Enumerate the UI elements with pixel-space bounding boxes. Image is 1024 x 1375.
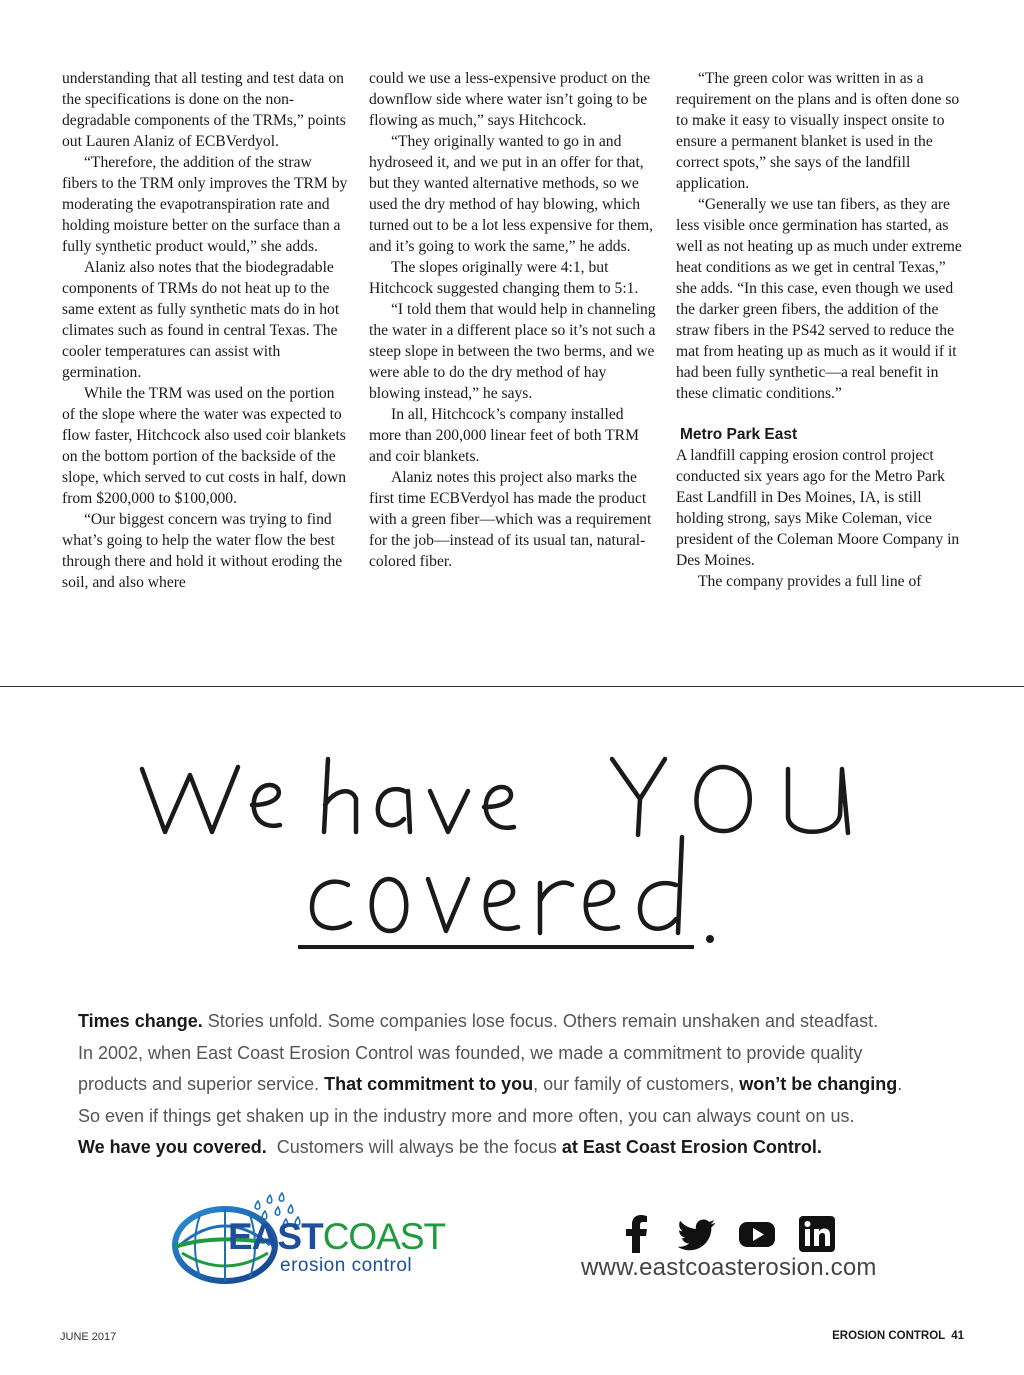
copy-text: Customers will always be the focus (266, 1137, 562, 1157)
ad-copy-line: In 2002, when East Coast Erosion Control was founded, we made a commitment to provide quality (78, 1042, 863, 1063)
paragraph: The slopes originally were 4:1, but Hitchcock suggested changing them to 5:1. (369, 259, 639, 297)
page-number: 41 (951, 1330, 964, 1342)
social-links (618, 1215, 836, 1253)
ad-copy-line (78, 1006, 978, 1038)
magazine-name: EROSION CONTROL (832, 1330, 946, 1342)
ad-body-copy (78, 1006, 978, 1164)
youtube-icon[interactable] (738, 1215, 776, 1253)
copy-text: . (897, 1074, 903, 1094)
bold-phrase: Times change. (78, 1011, 203, 1031)
paragraph: “Our biggest concern was trying to find what’s going to help the water flow the best through there and hold it without eroding the soil, and also where (62, 511, 343, 591)
paragraph: The company provides a full line of (698, 573, 922, 590)
website-link[interactable]: www.eastcoasterosion.com (581, 1254, 877, 1281)
bold-phrase: We have you covered. (78, 1137, 267, 1157)
paragraph: Alaniz also notes that the biodegradable components of TRMs do not heat up to the same extent as fully synthetic mats do in hot climates such as found in central Texas. The cooler temperatures can assist with germination. (62, 259, 340, 381)
article-column-3 (676, 68, 964, 592)
twitter-icon[interactable] (678, 1215, 716, 1253)
logo-word-east: EAST (228, 1216, 323, 1257)
article-body (0, 0, 1024, 686)
paragraph: A landfill capping erosion control project conducted six years ago for the Metro Park East Landfill in Des Moines, IA, is still holding strong, says Mike Coleman, vice president of the Coleman Moore Company in Des Moines. (676, 447, 960, 569)
paragraph: “I told them that would help in channeling the water in a different place so it’s not such a steep slope in between the two berms, and we were able to do the dry method of hay blowing instead,” he says. (369, 301, 656, 402)
article-column-1 (62, 68, 350, 593)
copy-text: products and superior service. (78, 1074, 325, 1094)
article-column-2 (369, 68, 657, 572)
copy-text: , our family of customers, (533, 1074, 740, 1094)
paragraph: understanding that all testing and test data on the specifications is done on the non-degradable components of the TRMs,” points out Lauren Alaniz of ECBVerdyol. (62, 70, 346, 150)
logo-tagline: erosion control (280, 1255, 413, 1276)
east-coast-logo[interactable] (170, 1187, 500, 1287)
paragraph: “Therefore, the addition of the straw fibers to the TRM only improves the TRM by moderating the evapotranspiration rate and holding moisture better on the surface than a fully synthetic product would,” she adds. (62, 154, 348, 255)
logo-word-coast: COAST (322, 1216, 446, 1257)
advertisement (0, 687, 1024, 1375)
paragraph: In all, Hitchcock’s company installed more than 200,000 linear feet of both TRM and coir blankets. (369, 406, 639, 465)
ad-copy-line (78, 1069, 978, 1101)
paragraph: “They originally wanted to go in and hydroseed it, and we put in an offer for that, but they wanted alternative methods, so we used the dry method of hay blowing, which turned out to be a lot less expensive for them, and it’s going to work the same,” he adds. (369, 133, 654, 255)
page-footer (832, 1330, 964, 1342)
section-subhead: Metro Park East (680, 426, 798, 443)
paragraph: “Generally we use tan fibers, as they are less visible once germination has started, as well as not heating up as much under extreme heat conditions as we get in central Texas,” she adds. “In this case, even though we used the darker green fibers, the addition of the straw fibers in the PS42 served to reduce the mat from heating up as much as it would if it had been fully synthetic—a real benefit in these climatic conditions.” (676, 196, 962, 402)
ad-copy-line: So even if things get shaken up in the industry more and more often, you can always count on us. (78, 1105, 855, 1126)
paragraph: Alaniz notes this project also marks the first time ECBVerdyol has made the product with a green fiber—which was a requirement for the job—instead of its usual tan, natural-colored fiber. (369, 469, 652, 570)
copy-text: Stories unfold. Some companies lose focus. Others remain unshaken and steadfast. (202, 1011, 879, 1031)
paragraph: could we use a less-expensive product on the downflow side where water isn’t going to be flowing as much,” says Hitchcock. (369, 70, 651, 129)
paragraph: While the TRM was used on the portion of the slope where the water was expected to flow faster, Hitchcock also used coir blankets on the bottom portion of the backside of the slope, which served to cut costs in half, down from $200,000 to $100,000. (62, 385, 347, 507)
ad-copy-line (78, 1132, 978, 1164)
bold-phrase: at East Coast Erosion Control. (561, 1137, 822, 1157)
issue-date: JUNE 2017 (60, 1331, 117, 1343)
bold-phrase: That commitment to you (324, 1074, 534, 1094)
linkedin-icon[interactable] (798, 1215, 836, 1253)
facebook-icon[interactable] (618, 1215, 656, 1253)
ad-headline (0, 687, 1024, 987)
paragraph: “The green color was written in as a requirement on the plans and is often done so to make it easy to visually inspect onsite to ensure a permanent blanket is used in the correct spots,” she says of the landfill application. (676, 70, 960, 192)
bold-phrase: won’t be changing (739, 1074, 898, 1094)
